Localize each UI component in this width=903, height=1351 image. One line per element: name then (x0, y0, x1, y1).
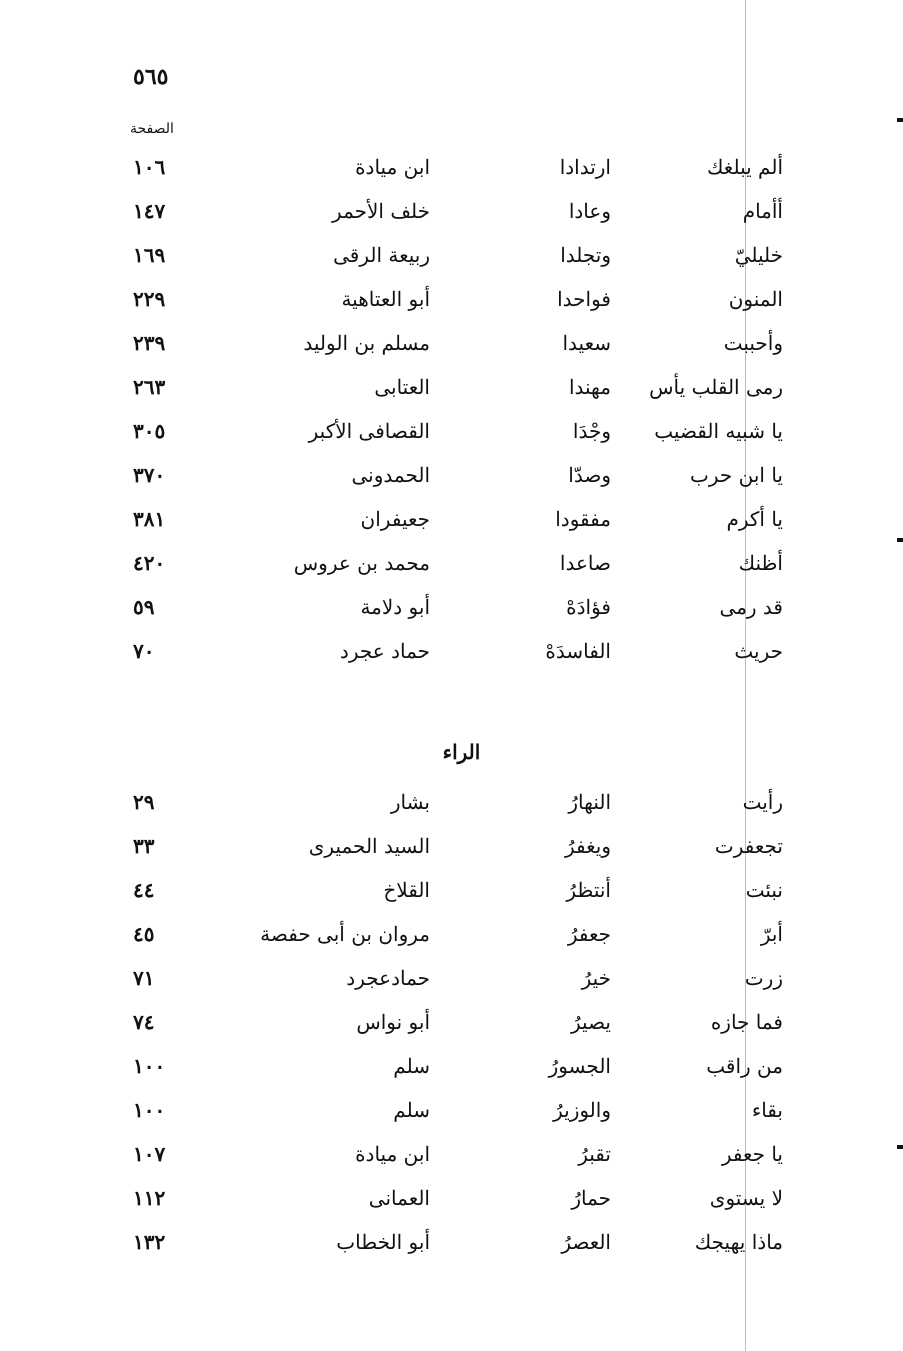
poet-name: القلاخ (383, 878, 430, 902)
edge-mark (897, 118, 903, 122)
page-ref: ٧٠ (133, 639, 155, 663)
poet-name: أبو دلامة (360, 595, 430, 619)
rhyme-word: ويغفرُ (564, 834, 611, 858)
poet-name: حماد عجرد (339, 639, 430, 663)
first-word: وأحببت (723, 331, 783, 355)
first-word: يا ابن حرب (690, 463, 783, 487)
first-word: أبرّ (760, 922, 783, 946)
first-word: تجعفرت (714, 834, 783, 858)
table-row (0, 507, 903, 551)
first-word: ألم يبلغك (706, 155, 783, 179)
rhyme-word: والوزيرُ (553, 1098, 611, 1122)
table-row (0, 287, 903, 331)
poet-name: السيد الحميرى (308, 834, 430, 858)
poet-name: القصافى الأكبر (308, 419, 430, 443)
poet-name: جعيفران (360, 507, 430, 531)
table-row (0, 595, 903, 639)
poet-name: بشار (390, 790, 430, 814)
rhyme-word: فؤادَهْ (566, 595, 611, 619)
page-ref: ١٦٩ (133, 243, 166, 267)
rhyme-word: الجسورُ (548, 1054, 611, 1078)
first-word: رأيت (742, 790, 783, 814)
table-row (0, 966, 903, 1010)
section-title: الراء (442, 740, 481, 764)
rhyme-word: وصدّا (568, 463, 611, 487)
poet-name: الحمدونى (351, 463, 430, 487)
poet-name: مسلم بن الوليد (303, 331, 430, 355)
rhyme-word: صاعدا (559, 551, 611, 575)
page-ref: ٣٣ (133, 834, 155, 858)
rhyme-word: وجْدَا (572, 419, 611, 443)
poet-name: أبو نواس (356, 1010, 430, 1034)
rhyme-word: يصيرُ (571, 1010, 611, 1034)
table-row (0, 1098, 903, 1142)
table-row (0, 551, 903, 595)
rhyme-word: فواحدا (557, 287, 611, 311)
rhyme-word: مهندا (568, 375, 611, 399)
page-ref: ٤٤ (133, 878, 155, 902)
first-word: يا شبيه القضيب (654, 419, 783, 443)
page-column-header: الصفحة (130, 121, 174, 137)
page-ref: ٢٩ (133, 790, 155, 814)
first-word: زرت (744, 966, 783, 990)
first-word: ماذا يهيجك (694, 1230, 783, 1254)
rhyme-word: مفقودا (555, 507, 611, 531)
page-ref: ٢٦٣ (133, 375, 166, 399)
page-ref: ٣٨١ (133, 507, 166, 531)
table-row (0, 199, 903, 243)
table-row (0, 1054, 903, 1098)
table-row (0, 790, 903, 834)
poet-name: حمادعجرد (346, 966, 430, 990)
poet-name: أبو الخطاب (336, 1230, 430, 1254)
rhyme-word: وتجلدا (560, 243, 611, 267)
table-row (0, 1230, 903, 1274)
first-word: قد رمى (719, 595, 783, 619)
first-word: المنون (728, 287, 783, 311)
first-word: أأمام (742, 199, 783, 223)
table-row (0, 878, 903, 922)
page-ref: ١٠٦ (133, 155, 166, 179)
page-number: ٥٦٥ (133, 64, 169, 90)
table-row (0, 1142, 903, 1186)
poet-name: ابن ميادة (355, 155, 430, 179)
rhyme-word: الفاسدَهْ (545, 639, 611, 663)
poet-name: خلف الأحمر (332, 199, 430, 223)
first-word: حريث (734, 639, 783, 663)
table-row (0, 463, 903, 507)
poet-name: العمانى (368, 1186, 430, 1210)
page-ref: ١٠٧ (133, 1142, 166, 1166)
rhyme-word: العصرُ (561, 1230, 611, 1254)
poet-name: ربيعة الرقى (333, 243, 430, 267)
page-ref: ٢٣٩ (133, 331, 166, 355)
rhyme-word: أنتظرُ (566, 878, 611, 902)
page-ref: ٢٢٩ (133, 287, 166, 311)
first-word: من راقب (706, 1054, 783, 1078)
table-row (0, 922, 903, 966)
table-row (0, 155, 903, 199)
first-word: خليليّ (734, 243, 783, 267)
page-ref: ١٣٢ (133, 1230, 166, 1254)
rhyme-word: حمارُ (571, 1186, 611, 1210)
rhyme-word: تقبرُ (578, 1142, 611, 1166)
page-ref: ٧١ (133, 966, 155, 990)
first-word: يا جعفر (721, 1142, 783, 1166)
rhyme-word: وعادا (568, 199, 611, 223)
table-row (0, 243, 903, 287)
table-row (0, 1186, 903, 1230)
page-ref: ٥٩ (133, 595, 155, 619)
poet-name: مروان بن أبى حفصة (260, 922, 430, 946)
poet-name: ابن ميادة (355, 1142, 430, 1166)
rhyme-word: خيرُ (581, 966, 611, 990)
page-ref: ٧٤ (133, 1010, 155, 1034)
page-ref: ٣٠٥ (133, 419, 166, 443)
rhyme-word: النهارُ (568, 790, 611, 814)
page-ref: ١٤٧ (133, 199, 166, 223)
table-row (0, 1010, 903, 1054)
table-row (0, 331, 903, 375)
table-row (0, 834, 903, 878)
first-word: لا يستوى (709, 1186, 783, 1210)
page-ref: ٣٧٠ (133, 463, 166, 487)
first-word: أظنك (738, 551, 783, 575)
page-ref: ١٠٠ (133, 1054, 166, 1078)
first-word: رمى القلب يأس (649, 375, 783, 399)
table-row (0, 639, 903, 683)
rhyme-word: سعيدا (562, 331, 611, 355)
first-word: بقاء (751, 1098, 783, 1122)
table-row (0, 419, 903, 463)
page-ref: ١٠٠ (133, 1098, 166, 1122)
first-word: فما جازه (710, 1010, 783, 1034)
poet-name: أبو العتاهية (341, 287, 430, 311)
poet-name: محمد بن عروس (293, 551, 430, 575)
rhyme-word: جعفرُ (567, 922, 611, 946)
page-ref: ٤٢٠ (133, 551, 166, 575)
poet-name: سلم (393, 1098, 430, 1122)
page-ref: ٤٥ (133, 922, 155, 946)
table-row (0, 375, 903, 419)
first-word: نبئت (745, 878, 783, 902)
first-word: يا أكرم (726, 507, 783, 531)
rhyme-word: ارتدادا (559, 155, 611, 179)
poet-name: سلم (393, 1054, 430, 1078)
poet-name: العتابى (374, 375, 430, 399)
page-ref: ١١٢ (133, 1186, 166, 1210)
